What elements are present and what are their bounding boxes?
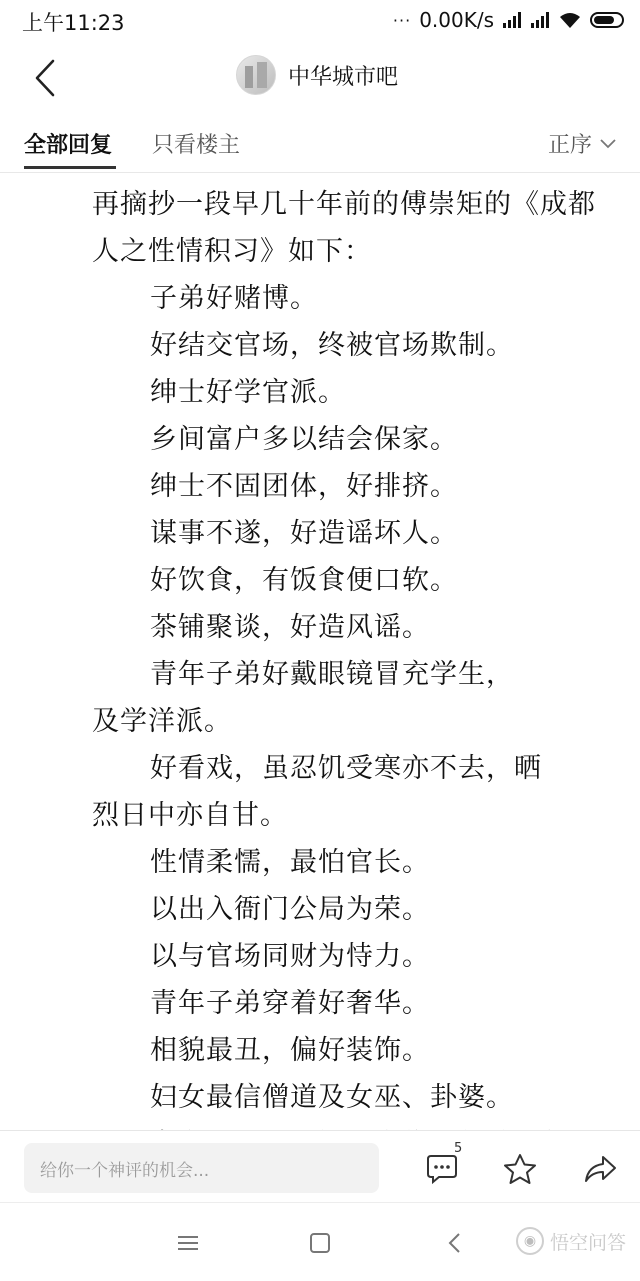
forum-avatar xyxy=(236,55,276,95)
status-indicators xyxy=(393,6,624,34)
comment-count-badge: 5 xyxy=(454,1141,463,1156)
tab-op-only[interactable]: 只看楼主 xyxy=(152,133,241,158)
post-line: 谋事不遂，好造谣坏人。 xyxy=(150,518,458,549)
system-back-button[interactable] xyxy=(434,1223,474,1263)
favorite-button[interactable] xyxy=(498,1147,542,1191)
wukong-logo-icon: ◉ xyxy=(516,1227,544,1255)
signal-icon xyxy=(530,11,550,29)
post-line: 好结交官场，终被官场欺制。 xyxy=(150,330,514,361)
comment-icon xyxy=(425,1153,459,1185)
chevron-down-icon xyxy=(600,139,616,149)
status-dots: ··· xyxy=(392,10,412,30)
comment-input[interactable]: 给你一个神评的机会... xyxy=(24,1143,379,1193)
active-tab-indicator xyxy=(24,166,116,169)
post-line: 以与官场同财为恃力。 xyxy=(150,941,430,972)
status-time: 上午11:23 xyxy=(22,11,125,35)
menu-button[interactable] xyxy=(168,1223,208,1263)
forum-header[interactable] xyxy=(236,55,398,95)
sort-dropdown[interactable] xyxy=(548,128,616,159)
reply-tabs xyxy=(0,116,640,173)
battery-icon xyxy=(590,12,624,28)
back-button[interactable] xyxy=(20,50,70,106)
post-line: 好看戏，虽忍饥受寒亦不去，晒 xyxy=(150,753,542,784)
share-icon xyxy=(583,1154,617,1184)
post-line: 人之性情积习》如下： xyxy=(92,236,372,267)
post-line: 绅士不固团体，好排挤。 xyxy=(150,471,458,502)
post-line: 性情柔懦，最怕官长。 xyxy=(150,847,430,878)
post-line: 烈日中亦自甘。 xyxy=(92,800,288,831)
home-button[interactable] xyxy=(300,1223,340,1263)
chevron-left-icon xyxy=(34,59,56,97)
tab-all-replies[interactable]: 全部回复 xyxy=(24,133,113,158)
post-line: 青年子弟好戴眼镜冒充学生， xyxy=(150,659,514,690)
post-line: 妇女最信僧道及女巫、卦婆。 xyxy=(150,1082,514,1113)
post-line: 好饮食，有饭食便口软。 xyxy=(150,565,458,596)
post-line: 绅士好学官派。 xyxy=(150,377,346,408)
signal-icon xyxy=(502,11,522,29)
forum-title: 中华城市吧 xyxy=(288,64,399,90)
post-line: 再摘抄一段早几十年前的傅崇矩的《成都 xyxy=(92,189,596,220)
nav-header xyxy=(0,40,640,116)
post-line xyxy=(150,1122,598,1130)
post-line: 青年子弟穿着好奢华。 xyxy=(150,988,430,1019)
post-line: 相貌最丑，偏好装饰。 xyxy=(150,1035,430,1066)
post-line: 乡间富户多以结会保家。 xyxy=(150,424,458,455)
watermark-text: 悟空问答 xyxy=(549,1231,626,1254)
post-line: 以出入衙门公局为荣。 xyxy=(150,894,430,925)
post-line: 及学洋派。 xyxy=(92,706,232,737)
post-line: 子弟好赌博。 xyxy=(150,283,318,314)
menu-icon xyxy=(177,1234,199,1252)
wifi-icon xyxy=(558,11,582,29)
post-content xyxy=(0,172,640,1130)
post-line: 茶铺聚谈，好造风谣。 xyxy=(150,612,430,643)
share-button[interactable] xyxy=(578,1147,622,1191)
sort-label: 正序 xyxy=(547,133,592,158)
status-bar xyxy=(0,0,640,40)
watermark xyxy=(516,1227,626,1255)
star-icon xyxy=(503,1153,537,1185)
system-nav-bar xyxy=(0,1202,640,1281)
bottom-action-bar xyxy=(0,1130,640,1203)
square-icon xyxy=(309,1232,331,1254)
network-speed: 0.00K/s xyxy=(419,8,494,32)
chevron-left-icon xyxy=(447,1232,461,1254)
